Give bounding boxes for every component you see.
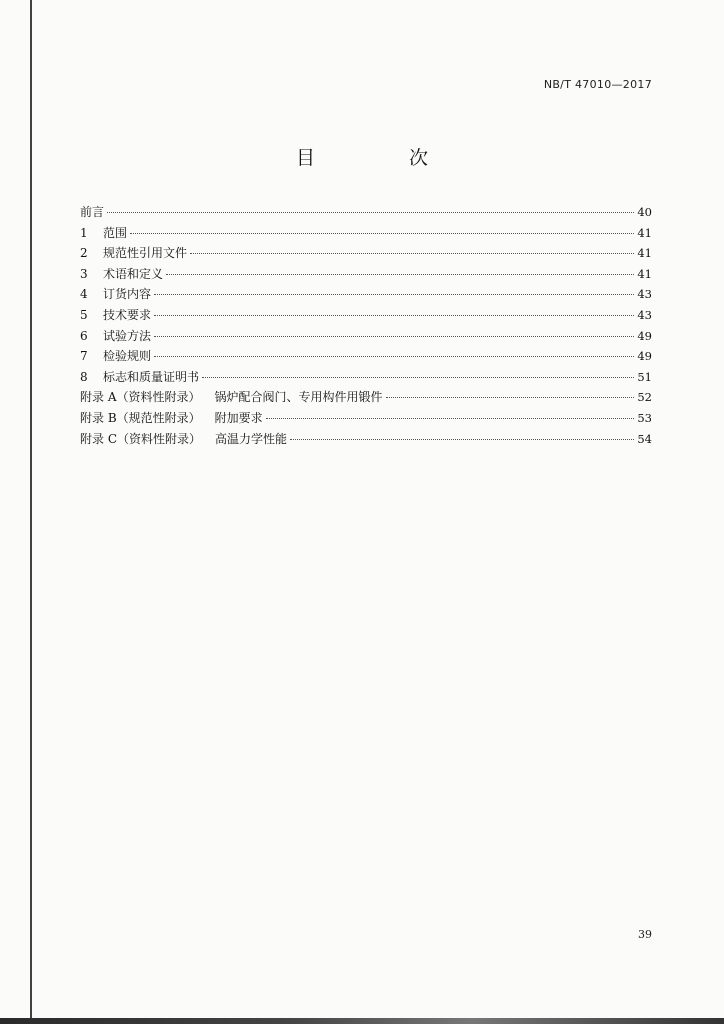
toc-leader-dots xyxy=(190,253,634,254)
toc-entry-page: 53 xyxy=(637,410,652,425)
toc-entry-page: 41 xyxy=(637,246,652,261)
toc-entry-title: 检验规则 xyxy=(103,349,152,364)
toc-entry-page: 54 xyxy=(637,431,652,446)
document-code: NB/T 47010—2017 xyxy=(543,78,652,91)
toc-entry-label xyxy=(80,430,287,447)
toc-entry-number: 7 xyxy=(80,349,88,364)
toc-entry-page: 40 xyxy=(637,205,652,219)
toc-entry-normative-references[interactable] xyxy=(80,244,652,265)
toc-entry-number: 3 xyxy=(80,266,88,281)
toc-entry-scope[interactable] xyxy=(80,224,652,245)
toc-entry-label xyxy=(80,409,263,426)
toc-entry-number: 6 xyxy=(80,328,88,343)
toc-entry-page: 51 xyxy=(637,369,652,384)
toc-entry-page: 41 xyxy=(637,266,652,281)
table-of-contents xyxy=(80,203,652,450)
toc-entry-title: 试验方法 xyxy=(103,328,152,343)
toc-entry-page: 49 xyxy=(637,349,652,364)
toc-entry-label xyxy=(80,347,151,364)
toc-entry-label xyxy=(80,203,104,220)
toc-entry-test-methods[interactable] xyxy=(80,327,652,348)
toc-entry-label xyxy=(80,388,383,405)
toc-entry-page: 43 xyxy=(637,307,652,322)
toc-entry-label xyxy=(80,224,127,241)
toc-entry-technical-requirements[interactable] xyxy=(80,306,652,327)
toc-entry-appendix-c[interactable] xyxy=(80,430,652,451)
toc-leader-dots xyxy=(386,397,635,398)
toc-entry-number: 4 xyxy=(80,287,88,302)
toc-leader-dots xyxy=(266,418,635,419)
toc-entry-title: 订货内容 xyxy=(103,287,152,302)
toc-entry-subtitle: 锅炉配合阀门、专用构件用锻件 xyxy=(214,390,383,405)
toc-entry-title: 附录 C（资料性附录） xyxy=(80,431,201,446)
toc-leader-dots xyxy=(154,294,634,295)
toc-entry-foreword[interactable] xyxy=(80,203,652,224)
toc-leader-dots xyxy=(154,336,634,337)
toc-leader-dots xyxy=(154,356,634,357)
toc-entry-page: 52 xyxy=(637,390,652,405)
toc-entry-label xyxy=(80,368,199,385)
toc-entry-subtitle: 附加要求 xyxy=(214,410,263,425)
toc-entry-page: 43 xyxy=(637,287,652,302)
toc-entry-number: 5 xyxy=(80,307,88,322)
toc-entry-label xyxy=(80,327,151,344)
toc-leader-dots xyxy=(290,439,634,440)
toc-leader-dots xyxy=(107,212,634,213)
toc-entry-label xyxy=(80,244,187,261)
toc-entry-subtitle: 高温力学性能 xyxy=(215,431,288,446)
toc-leader-dots xyxy=(202,377,634,378)
toc-leader-dots xyxy=(166,274,634,275)
toc-entry-title: 附录 B（规范性附录） xyxy=(80,410,201,425)
page-number: 39 xyxy=(638,928,652,941)
toc-entry-appendix-b[interactable] xyxy=(80,409,652,430)
toc-entry-number: 8 xyxy=(80,369,88,384)
toc-leader-dots xyxy=(154,315,634,316)
toc-entry-title: 附录 A（资料性附录） xyxy=(80,390,201,405)
toc-entry-order-content[interactable] xyxy=(80,285,652,306)
toc-title: 目 次 xyxy=(295,147,473,169)
toc-entry-title: 规范性引用文件 xyxy=(103,246,188,261)
toc-entry-label xyxy=(80,285,151,302)
toc-entry-number: 1 xyxy=(80,225,88,240)
toc-entry-page: 49 xyxy=(637,328,652,343)
toc-entry-title: 范围 xyxy=(103,225,128,240)
toc-entry-inspection-rules[interactable] xyxy=(80,347,652,368)
toc-entry-title: 标志和质量证明书 xyxy=(103,369,200,384)
toc-entry-label xyxy=(80,306,151,323)
toc-leader-dots xyxy=(130,233,634,234)
toc-entry-title: 技术要求 xyxy=(103,307,152,322)
page-bottom-edge xyxy=(0,1018,724,1024)
toc-entry-terms-definitions[interactable] xyxy=(80,265,652,286)
toc-entry-label xyxy=(80,265,163,282)
toc-entry-appendix-a[interactable] xyxy=(80,388,652,409)
toc-entry-title: 前言 xyxy=(80,205,105,219)
toc-entry-title: 术语和定义 xyxy=(103,266,164,281)
toc-entry-number: 2 xyxy=(80,246,88,261)
toc-entry-page: 41 xyxy=(637,225,652,240)
toc-entry-marking-certificate[interactable] xyxy=(80,368,652,389)
